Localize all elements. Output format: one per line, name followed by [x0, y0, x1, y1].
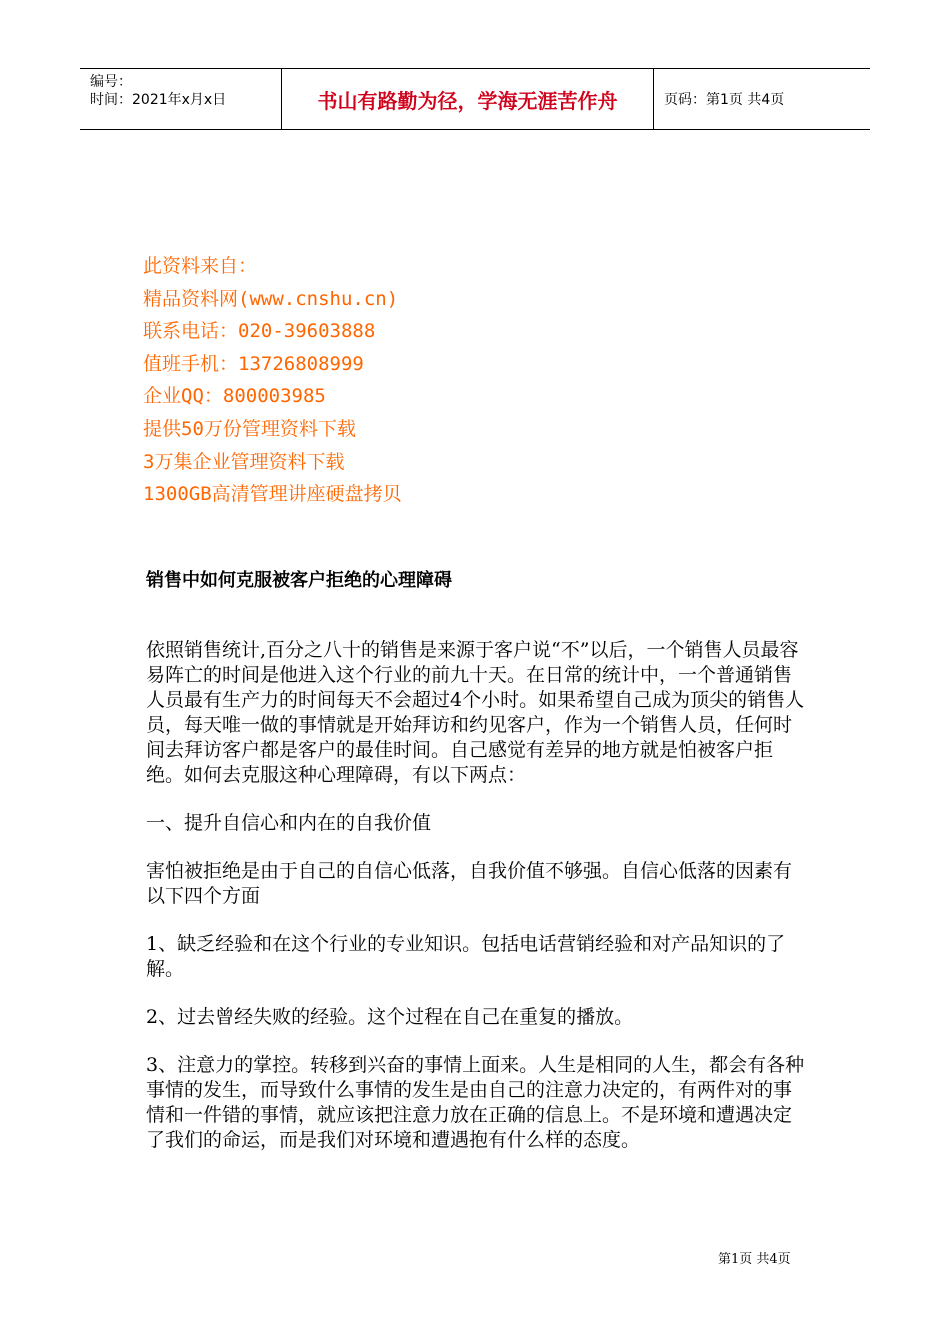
document-time: 时间：2021年x月x日 [90, 92, 227, 108]
header-meta [80, 69, 282, 129]
source-line: 3万集企业管理资料下载 [143, 450, 345, 473]
source-line: 提供50万份管理资料下载 [143, 417, 356, 440]
article-title: 销售中如何克服被客户拒绝的心理障碍 [146, 570, 452, 591]
article-body [146, 638, 808, 1176]
list-item: 1、缺乏经验和在这个行业的专业知识。包括电话营销经验和对产品知识的了解。 [146, 933, 786, 980]
source-line: 联系电话：020-39603888 [143, 320, 376, 343]
paragraph: 害怕被拒绝是由于自己的自信心低落，自我价值不够强。自信心低落的因素有以下四个方面 [146, 860, 793, 907]
header-motto: 书山有路勤为径，学海无涯苦作舟 [282, 69, 654, 129]
source-info [143, 250, 402, 511]
source-line: 精品资料网(www.cnshu.cn) [143, 287, 399, 310]
document-number: 编号： [90, 74, 132, 90]
source-line: 此资料来自： [143, 255, 258, 277]
header-page-number: 页码：第1页 共4页 [664, 92, 785, 108]
page-header [80, 68, 870, 130]
source-line: 1300GB高清管理讲座硬盘拷贝 [143, 483, 402, 506]
source-line: 值班手机：13726808999 [143, 352, 364, 375]
section-heading: 一、提升自信心和内在的自我价值 [146, 812, 432, 834]
list-item: 3、注意力的掌控。转移到兴奋的事情上面来。人生是相同的人生，都会有各种事情的发生，而导致什么事情的发生是由自己的注意力决定的，有两件对的事情和一件错的事情，就应该把注意力放在正确的信息上。不是环境和遭遇决定了我们的命运，而是我们对环境和遭遇抱有什么样的态度。 [146, 1054, 805, 1151]
source-line: 企业QQ：800003985 [143, 385, 326, 408]
list-item: 2、过去曾经失败的经验。这个过程在自己在重复的播放。 [146, 1006, 634, 1028]
page-footer: 第1页 共4页 [718, 1252, 791, 1267]
paragraph: 依照销售统计,百分之八十的销售是来源于客户说“不”以后，一个销售人员最容易阵亡的时间是他进入这个行业的前九十天。在日常的统计中，一个普通销售人员最有生产力的时间每天不会超过4个小时。如果希望自己成为顶尖的销售人员，每天唯一做的事情就是开始拜访和约见客户，作为一个销售人员，任何时间去拜访客户都是客户的最佳时间。自己感觉有差异的地方就是怕被客户拒绝。如何去克服这种心理障碍，有以下两点： [146, 639, 805, 786]
